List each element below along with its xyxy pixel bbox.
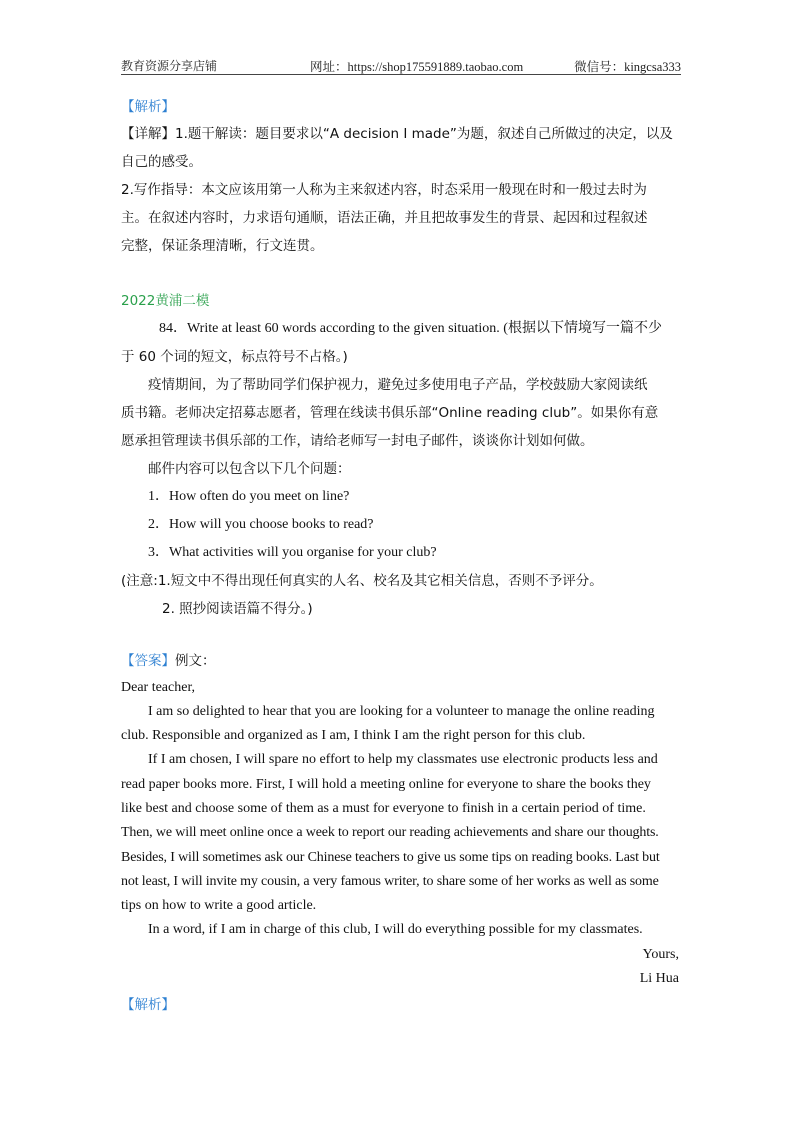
analysis-detail-line-1 [121,124,683,144]
answer-intro: 例文： [175,653,216,669]
detail-text: 1.题干解读：题目要求以“A decision I made”为题，叙述自己所做过的决定，以及 [175,126,673,142]
header-url: 网址：https://shop175591889.taobao.com [310,60,524,74]
answer-label: 【答案】 [121,653,175,669]
letter-line: club. Responsible and organized as I am, I think I am the right person for this club. [121,728,586,743]
question-item-1: 1．How often do you meet on line? [148,489,350,504]
question-note-2: 2. 照抄阅读语篇不得分。) [162,601,313,617]
analysis-label-2: 【解析】 [121,997,175,1013]
letter-line: read paper books more. First, I will hold a meeting online for everyone to share the books they [121,777,651,792]
question-line-6: 邮件内容可以包含以下几个问题： [148,461,351,477]
question-item-3: 3．What activities will you organise for your club? [148,545,437,560]
analysis-line-4: 主。在叙述内容时，力求语句通顺，语法正确，并且把故事发生的背景、起因和过程叙述 [121,210,648,226]
letter-line: like best and choose some of them as a must for everyone to finish in a certain period of time. [121,801,646,816]
question-line-1: 84．Write at least 60 words according to the given situation. (根据以下情境写一篇不少 [159,321,662,336]
question-line-2: 于 60 个词的短文，标点符号不占格。) [121,349,348,365]
analysis-label: 【解析】 [121,99,175,115]
letter-line: not least, I will invite my cousin, a very famous writer, to share some of her works as well as some [121,874,659,889]
letter-line: I am so delighted to hear that you are looking for a volunteer to manage the online reading [148,704,655,719]
question-line-3: 疫情期间，为了帮助同学们保护视力，避免过多使用电子产品，学校鼓励大家阅读纸 [148,377,648,393]
question-note-1: (注意:1.短文中不得出现任何真实的人名、校名及其它相关信息，否则不予评分。 [121,573,603,589]
letter-line: Besides, I will sometimes ask our Chinese teachers to give us some tips on reading books. Last but [121,850,660,865]
question-line-4: 质书籍。老师决定招募志愿者，管理在线读书俱乐部“Online reading club”。如果你有意 [121,405,659,421]
letter-closing: Yours, [642,947,679,962]
analysis-line-5: 完整，保证条理清晰，行文连贯。 [121,238,324,254]
page-header [121,56,681,75]
header-shop-name: 教育资源分享店铺 [121,59,218,73]
question-item-2: 2．How will you choose books to read? [148,517,374,532]
header-wechat: 微信号：kingcsa333 [574,60,681,74]
letter-salutation: Dear teacher, [121,680,196,695]
letter-line: tips on how to write a good article. [121,898,317,913]
letter-line: In a word, if I am in charge of this club, I will do everything possible for my classmates. [148,922,643,937]
answer-heading [121,651,683,671]
letter-signature: Li Hua [639,971,679,986]
letter-line: Then, we will meet online once a week to report our reading achievements and share our thoughts. [121,825,659,840]
letter-line: If I am chosen, I will spare no effort to help my classmates use electronic products less and [148,752,658,767]
detail-label: 【详解】 [121,126,175,142]
analysis-line-3: 2.写作指导：本文应该用第一人称为主来叙述内容，时态采用一般现在时和一般过去时为 [121,182,647,198]
analysis-line-2: 自己的感受。 [121,154,202,170]
question-line-5: 愿承担管理读书俱乐部的工作，请给老师写一封电子邮件，谈谈你计划如何做。 [121,433,594,449]
question-source: 2022黄浦二模 [121,293,210,309]
